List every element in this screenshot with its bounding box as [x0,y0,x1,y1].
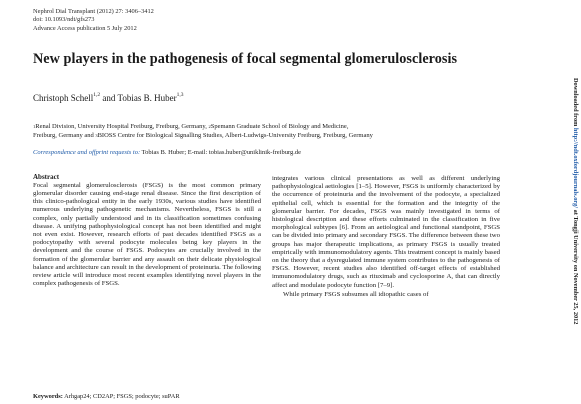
correspondence-text: Tobias B. Huber; E-mail: tobias.huber@uniklinik-freiburg.de [140,149,302,156]
author-list [33,93,183,103]
author-conjunction: and [100,93,118,103]
keywords-list: Arhgap24; CD2AP; FSGS; podocyte; suPAR [62,393,180,400]
author-affiliation-marker: 1,2 [93,92,101,98]
abstract-column [33,173,261,288]
abstract-body: Focal segmental glomerulosclerosis (FSGS) is the most common primary glomerular disorder causing end-stage renal disease. Since the first description of this clinico-pathological entity in the early 1930s, various studies have identified numerous underlying pathogenetic mechanisms. Nevertheless, FSGS is still a complex, only partially understood and in its classification sometimes confusing disease. A unifying pathophysiological concept has not been identified and might not even exist. However, research efforts of past decades identified FSGS as a podocytopathy with several podocyte molecules being key players in the development and the course of FSGS. Podocytes are crucially involved in the formation of the glomerular barrier and any assault on their delicate physiological balance and architecture can result in the development of proteinuria. The following review article will introduce most recent examples identifying novel players in the complex pathogenesis of FSGS. [33,181,261,288]
author-name: Tobias B. Huber [117,93,177,103]
affiliation-text: Spemann Graduate School of Biology and Medicine, [210,123,349,130]
affiliation-text: Renal Division, University Hospital Freiburg, Freiburg, Germany, [35,123,209,130]
abstract-heading: Abstract [33,173,60,181]
affiliation-marker: 1 [33,124,36,129]
paper-title: New players in the pathogenesis of focal segmental glomerulosclerosis [33,51,458,67]
download-watermark [570,8,580,394]
affiliation-text: Freiburg, Germany and [33,132,96,139]
affiliation-marker: 2 [208,124,211,129]
journal-meta [33,8,154,33]
watermark-text: at Tongji University on November 25, 2012 [572,207,579,325]
body-paragraph: integrates various clinical presentations as well as different underlying pathophysiological aetiologies [1–5]. However, FSGS is uniformly characterized by the occurrence of proteinuria and the involvement of the podocyte, a specialized epithelial cell, which is essential for the formation and the integrity of the glomerular barrier. For decades, FSGS was mainly investigated in terms of histological description and these efforts culminated in the classification in five morphological subtypes [6]. From an aetiological and functional standpoint, FSGS can be divided into primary and secondary FSGS. The difference between these two groups has major therapeutic implications, as primary FSGS is usually treated empirically with immunomodulatory agents. This treatment concept is mainly based on the theory that a dysregulated immune system contributes to the pathogenesis of FSGS. However, recent studies also identified off-target effects of established immunomodulatory drugs, such as rituximab and cyclosporine A, that can directly affect and modulate podocyte function [7–9]. [272,175,500,289]
author-name: Christoph Schell [33,93,94,103]
affiliations [33,122,373,140]
doi: doi: 10.1093/ndt/gfs273 [33,16,95,24]
keywords-label: Keywords: [33,393,63,400]
author-affiliation-marker: 1,3 [176,92,184,98]
journal-citation: Nephrol Dial Transplant (2012) 27: 3406–3412 [33,8,154,15]
body-paragraph: While primary FSGS subsumes all idiopathic cases of [283,290,429,298]
watermark-text: Downloaded from [572,77,579,128]
affiliation-marker: 3 [95,133,98,138]
access-date: Advance Access publication 5 July 2012 [33,24,137,32]
body-column [272,175,500,299]
correspondence [33,149,301,156]
affiliation-line [33,131,373,140]
keywords [33,393,180,400]
affiliation-line [33,122,373,131]
watermark-link[interactable]: http://ndt.oxfordjournals.org/ [572,127,579,208]
correspondence-label: Correspondence and offprint requests to: [33,149,141,156]
affiliation-text: BIOSS Centre for Biological Signalling Studies, Albert-Ludwigs-University Freiburg, Freiburg, Germany [97,132,373,139]
